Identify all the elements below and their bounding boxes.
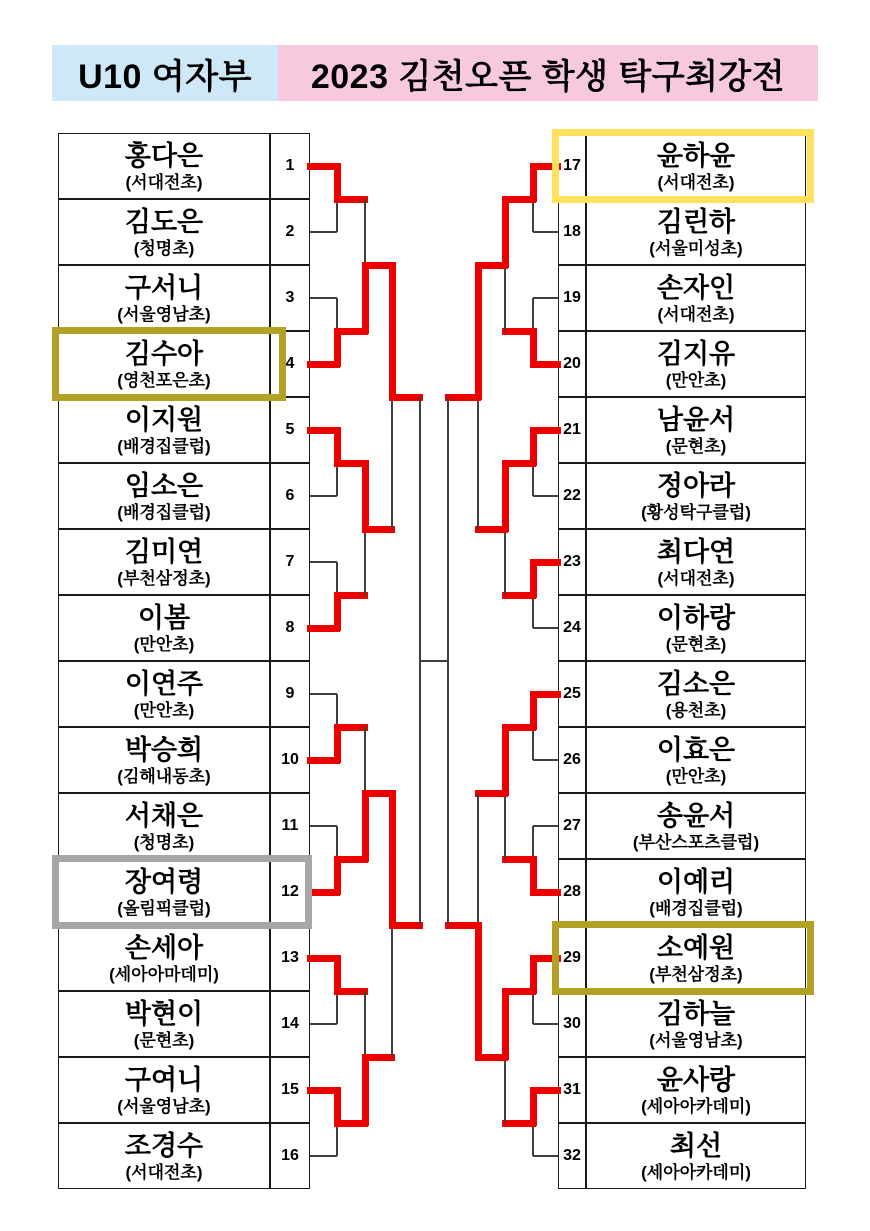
seed-number-24: 24 bbox=[558, 595, 586, 661]
winner-path-line bbox=[445, 394, 481, 401]
player-cell-19 bbox=[586, 265, 806, 331]
player-club: (배경집클럽) bbox=[649, 898, 743, 918]
player-cell-6 bbox=[58, 463, 270, 529]
player-cell-18 bbox=[586, 199, 806, 265]
winner-path-line bbox=[475, 922, 482, 1060]
seed-number-14: 14 bbox=[270, 991, 310, 1057]
winner-path-line bbox=[502, 328, 536, 335]
player-cell-10 bbox=[58, 727, 270, 793]
player-cell-3 bbox=[58, 265, 270, 331]
winner-path-line bbox=[502, 856, 536, 863]
player-name: 장여령 bbox=[124, 866, 204, 897]
seed-number-31: 31 bbox=[558, 1057, 586, 1123]
player-club: (서대전초) bbox=[657, 172, 735, 192]
seed-number-21: 21 bbox=[558, 397, 586, 463]
player-cell-31 bbox=[586, 1057, 806, 1123]
player-club: (서울영남초) bbox=[649, 1030, 743, 1050]
bracket-line bbox=[533, 1155, 558, 1157]
winner-path-line bbox=[445, 922, 481, 929]
player-cell-15 bbox=[58, 1057, 270, 1123]
bracket-line bbox=[533, 297, 558, 299]
winner-path-line bbox=[502, 988, 509, 1060]
seed-number-1: 1 bbox=[270, 133, 310, 199]
player-cell-25 bbox=[586, 661, 806, 727]
division-title: U10 여자부 bbox=[52, 45, 278, 101]
player-name: 윤하윤 bbox=[656, 140, 736, 171]
player-cell-27 bbox=[586, 793, 806, 859]
player-cell-21 bbox=[586, 397, 806, 463]
winner-path-line bbox=[475, 262, 482, 400]
player-club: (황성탁구클럽) bbox=[641, 502, 751, 522]
bracket-line bbox=[533, 495, 558, 497]
seed-number-4: 4 bbox=[270, 331, 310, 397]
seed-number-9: 9 bbox=[270, 661, 310, 727]
seed-number-26: 26 bbox=[558, 727, 586, 793]
player-club: (문현초) bbox=[665, 634, 727, 654]
seed-number-7: 7 bbox=[270, 529, 310, 595]
player-club: (세아아마데미) bbox=[109, 964, 219, 984]
seed-number-29: 29 bbox=[558, 925, 586, 991]
seed-number-19: 19 bbox=[558, 265, 586, 331]
player-name: 박승희 bbox=[124, 734, 204, 765]
player-cell-2 bbox=[58, 199, 270, 265]
winner-path-line bbox=[334, 592, 368, 599]
player-club: (세아아카데미) bbox=[641, 1162, 751, 1182]
player-cell-14 bbox=[58, 991, 270, 1057]
player-club: (서대전초) bbox=[125, 172, 203, 192]
player-name: 구여니 bbox=[124, 1064, 204, 1095]
seed-number-28: 28 bbox=[558, 859, 586, 925]
seed-number-17: 17 bbox=[558, 133, 586, 199]
player-cell-16 bbox=[58, 1123, 270, 1189]
player-club: (부천삼정초) bbox=[649, 964, 743, 984]
bracket-line bbox=[533, 1023, 558, 1025]
player-club: (서대전초) bbox=[125, 1162, 203, 1182]
player-name: 윤사랑 bbox=[656, 1064, 736, 1095]
player-name: 김미연 bbox=[124, 536, 204, 567]
seed-number-22: 22 bbox=[558, 463, 586, 529]
player-club: (세아아카데미) bbox=[641, 1096, 751, 1116]
player-name: 김지유 bbox=[656, 338, 736, 369]
player-club: (서대전초) bbox=[657, 568, 735, 588]
player-cell-32 bbox=[586, 1123, 806, 1189]
winner-path-line bbox=[362, 1054, 369, 1126]
player-club: (서울영남초) bbox=[117, 1096, 211, 1116]
bracket-line bbox=[310, 1155, 337, 1157]
player-club: (서대전초) bbox=[657, 304, 735, 324]
seed-number-27: 27 bbox=[558, 793, 586, 859]
winner-path-line bbox=[362, 460, 369, 532]
player-club: (만안초) bbox=[665, 370, 727, 390]
event-title: 2023 김천오픈 학생 탁구최강전 bbox=[278, 45, 818, 101]
winner-path-line bbox=[475, 790, 508, 797]
player-name: 손자인 bbox=[656, 272, 736, 303]
seed-number-30: 30 bbox=[558, 991, 586, 1057]
seed-number-11: 11 bbox=[270, 793, 310, 859]
player-name: 김도은 bbox=[124, 206, 204, 237]
player-name: 서채은 bbox=[124, 800, 204, 831]
bracket-line bbox=[420, 660, 448, 662]
player-cell-9 bbox=[58, 661, 270, 727]
seed-number-8: 8 bbox=[270, 595, 310, 661]
winner-path-line bbox=[334, 988, 368, 995]
bracket-line bbox=[533, 627, 558, 629]
winner-path-line bbox=[502, 592, 536, 599]
player-club: (배경집클럽) bbox=[117, 502, 211, 522]
player-name: 소예원 bbox=[656, 932, 736, 963]
player-name: 임소은 bbox=[124, 470, 204, 501]
player-name: 박현이 bbox=[124, 998, 204, 1029]
player-cell-30 bbox=[586, 991, 806, 1057]
player-name: 김린하 bbox=[656, 206, 736, 237]
player-name: 조경수 bbox=[124, 1130, 204, 1161]
player-name: 이효은 bbox=[656, 734, 736, 765]
player-name: 구서니 bbox=[124, 272, 204, 303]
winner-path-line bbox=[389, 394, 423, 401]
player-club: (김해내동초) bbox=[117, 766, 211, 786]
bracket-line bbox=[310, 561, 337, 563]
player-club: (서울미성초) bbox=[649, 238, 743, 258]
player-cell-28 bbox=[586, 859, 806, 925]
player-club: (문현초) bbox=[665, 436, 727, 456]
winner-path-line bbox=[502, 460, 509, 532]
player-cell-11 bbox=[58, 793, 270, 859]
highlight-box-champion bbox=[552, 129, 814, 203]
player-cell-20 bbox=[586, 331, 806, 397]
player-cell-8 bbox=[58, 595, 270, 661]
bracket-line bbox=[310, 297, 337, 299]
winner-path-line bbox=[334, 724, 368, 731]
player-name: 최선 bbox=[669, 1130, 723, 1161]
player-name: 송윤서 bbox=[656, 800, 736, 831]
seed-number-18: 18 bbox=[558, 199, 586, 265]
winner-path-line bbox=[502, 724, 509, 796]
player-cell-22 bbox=[586, 463, 806, 529]
player-club: (만안초) bbox=[133, 634, 195, 654]
player-name: 정아라 bbox=[656, 470, 736, 501]
winner-path-line bbox=[362, 262, 369, 334]
player-cell-23 bbox=[586, 529, 806, 595]
player-name: 남윤서 bbox=[656, 404, 736, 435]
player-name: 김하늘 bbox=[656, 998, 736, 1029]
player-name: 이봄 bbox=[137, 602, 191, 633]
winner-path-line bbox=[502, 196, 509, 268]
player-club: (서울영남초) bbox=[117, 304, 211, 324]
winner-path-line bbox=[389, 262, 396, 400]
winner-path-line bbox=[475, 526, 508, 533]
highlight-box-third_place bbox=[52, 327, 286, 401]
highlight-box-runner_up bbox=[52, 855, 312, 929]
seed-number-6: 6 bbox=[270, 463, 310, 529]
player-cell-7 bbox=[58, 529, 270, 595]
seed-number-2: 2 bbox=[270, 199, 310, 265]
player-name: 이연주 bbox=[124, 668, 204, 699]
player-name: 손세아 bbox=[124, 932, 204, 963]
player-cell-5 bbox=[58, 397, 270, 463]
player-club: (올림픽클럽) bbox=[117, 898, 211, 918]
player-club: (문현초) bbox=[133, 1030, 195, 1050]
player-name: 최다연 bbox=[656, 536, 736, 567]
seed-number-25: 25 bbox=[558, 661, 586, 727]
player-club: (청명초) bbox=[133, 832, 195, 852]
bracket-line bbox=[310, 693, 337, 695]
bracket-line bbox=[310, 495, 337, 497]
bracket-line bbox=[310, 1023, 337, 1025]
bracket-line bbox=[310, 825, 337, 827]
player-club: (배경집클럽) bbox=[117, 436, 211, 456]
seed-number-13: 13 bbox=[270, 925, 310, 991]
winner-path-line bbox=[334, 196, 368, 203]
bracket-line bbox=[533, 759, 558, 761]
seed-number-10: 10 bbox=[270, 727, 310, 793]
player-name: 이예리 bbox=[656, 866, 736, 897]
seed-number-20: 20 bbox=[558, 331, 586, 397]
player-club: (청명초) bbox=[133, 238, 195, 258]
player-club: (영천포은초) bbox=[117, 370, 211, 390]
player-name: 이지원 bbox=[124, 404, 204, 435]
highlight-box-third_place bbox=[552, 921, 814, 995]
seed-number-23: 23 bbox=[558, 529, 586, 595]
bracket-line bbox=[310, 231, 337, 233]
player-name: 홍다은 bbox=[124, 140, 204, 171]
seed-number-15: 15 bbox=[270, 1057, 310, 1123]
winner-path-line bbox=[389, 790, 396, 928]
bracket-line bbox=[533, 825, 558, 827]
player-cell-24 bbox=[586, 595, 806, 661]
bracket-line bbox=[533, 231, 558, 233]
winner-path-line bbox=[502, 1120, 536, 1127]
player-cell-13 bbox=[58, 925, 270, 991]
player-club: (만안초) bbox=[665, 766, 727, 786]
seed-number-16: 16 bbox=[270, 1123, 310, 1189]
player-club: (용천초) bbox=[665, 700, 727, 720]
seed-number-12: 12 bbox=[270, 859, 310, 925]
player-cell-1 bbox=[58, 133, 270, 199]
seed-number-5: 5 bbox=[270, 397, 310, 463]
player-club: (부산스포츠클럽) bbox=[632, 832, 760, 852]
player-club: (만안초) bbox=[133, 700, 195, 720]
player-cell-26 bbox=[586, 727, 806, 793]
winner-path-line bbox=[362, 790, 369, 862]
seed-number-32: 32 bbox=[558, 1123, 586, 1189]
player-club: (부천삼정초) bbox=[117, 568, 211, 588]
player-name: 김소은 bbox=[656, 668, 736, 699]
winner-path-line bbox=[389, 922, 423, 929]
player-name: 김수아 bbox=[124, 338, 204, 369]
seed-number-3: 3 bbox=[270, 265, 310, 331]
player-name: 이하랑 bbox=[656, 602, 736, 633]
